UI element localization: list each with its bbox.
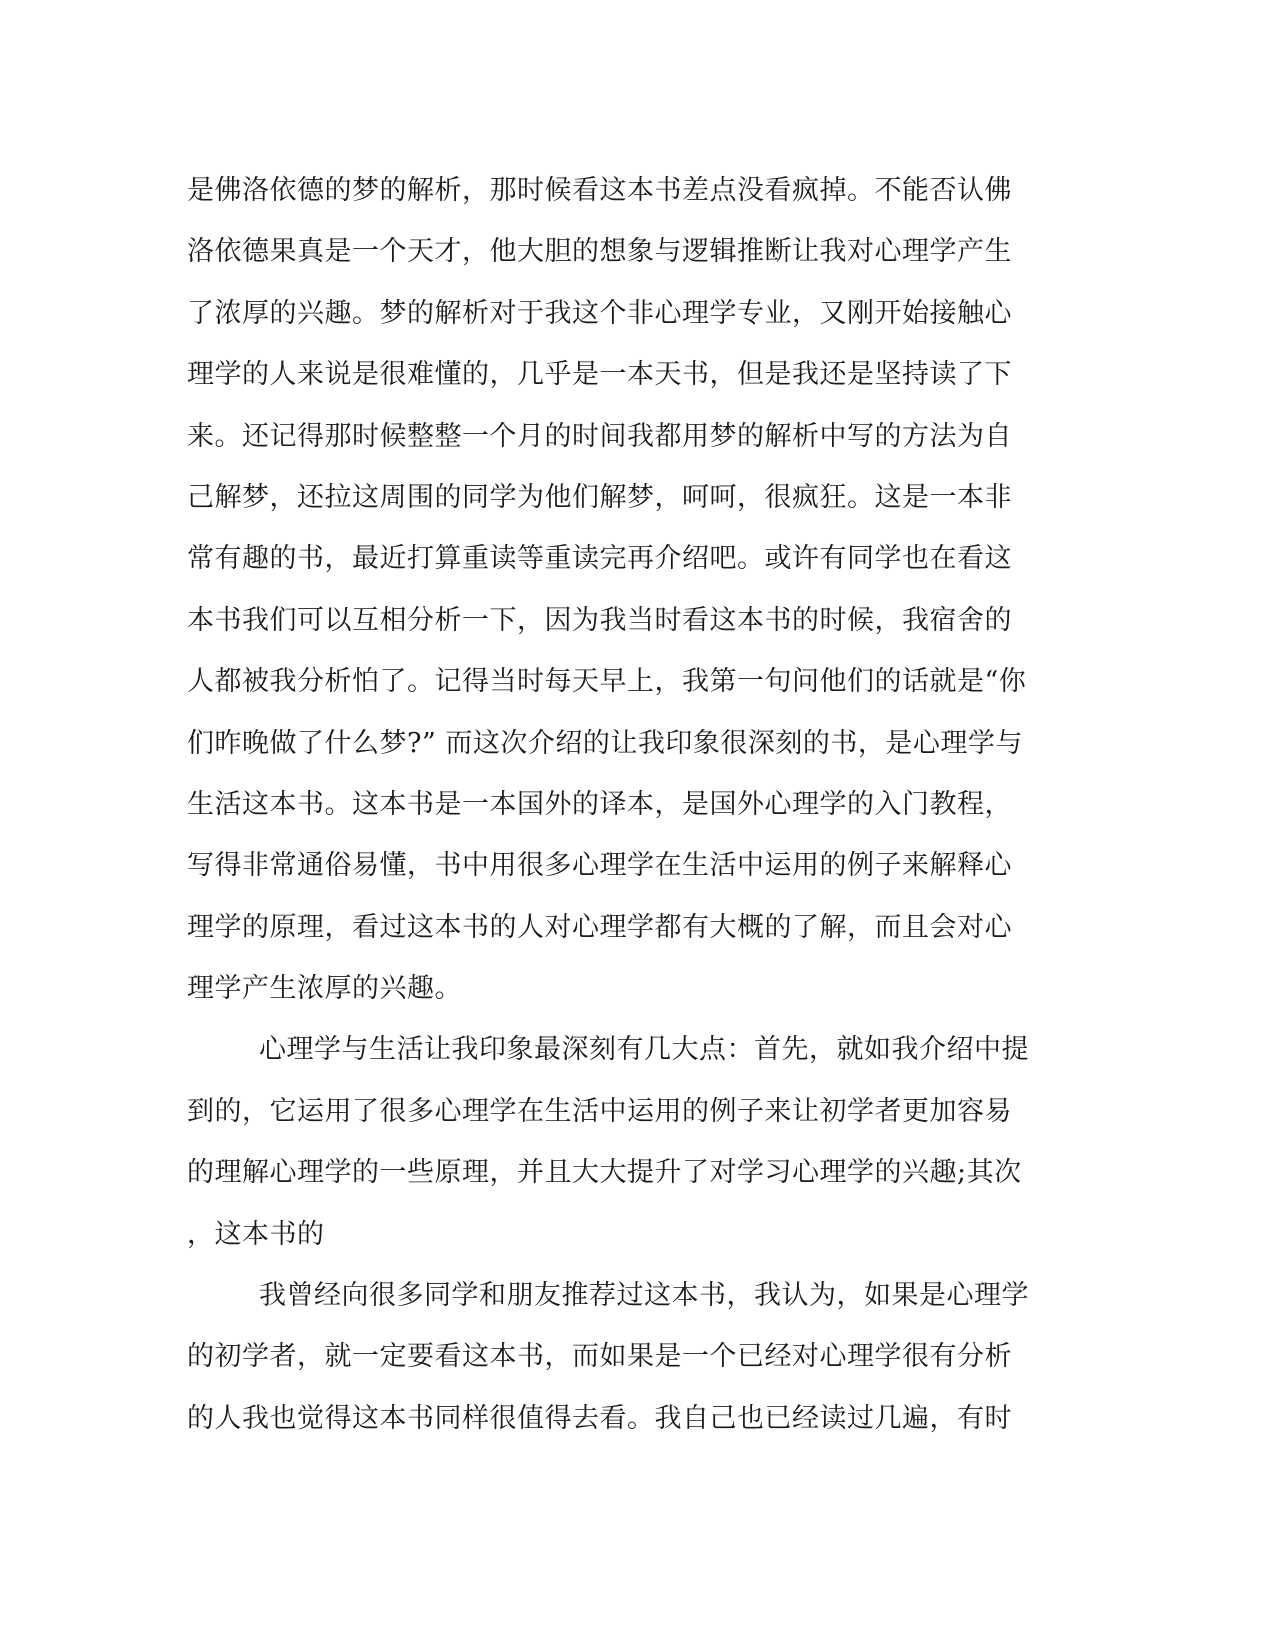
text-line: 了浓厚的兴趣。梦的解析对于我这个非心理学专业，又刚开始接触心 <box>187 297 1012 329</box>
text-line: 我曾经向很多同学和朋友推荐过这本书，我认为，如果是心理学 <box>259 1280 1029 1312</box>
text-line: 理学的原理，看过这本书的人对心理学都有大概的了解，而且会对心 <box>187 911 1012 943</box>
text-line: 常有趣的书，最近打算重读等重读完再介绍吧。或许有同学也在看这 <box>187 543 1012 575</box>
text-line: 人都被我分析怕了。记得当时每天早上，我第一句问他们的话就是“你 <box>187 666 1027 698</box>
paragraph-2 <box>187 1019 1057 1265</box>
text-line: 们昨晚做了什么梦?” 而这次介绍的让我印象很深刻的书，是心理学与 <box>187 727 1023 759</box>
text-line: 写得非常通俗易懂，书中用很多心理学在生活中运用的例子来解释心 <box>187 850 1012 882</box>
paragraph-3 <box>187 1265 1057 1449</box>
text-line: 心理学与生活让我印象最深刻有几大点：首先，就如我介绍中提 <box>259 1034 1029 1066</box>
text-line: 生活这本书。这本书是一本国外的译本，是国外心理学的入门教程， <box>187 788 1012 820</box>
text-line: 来。还记得那时候整整一个月的时间我都用梦的解析中写的方法为自 <box>187 420 1012 452</box>
text-line: 理学的人来说是很难懂的，几乎是一本天书，但是我还是坚持读了下 <box>187 359 1012 391</box>
body-text <box>187 160 1057 1449</box>
text-line: 是佛洛依德的梦的解析，那时候看这本书差点没看疯掉。不能否认佛 <box>187 175 1012 206</box>
text-line: ，这本书的 <box>187 1218 325 1250</box>
text-line: 本书我们可以互相分析一下，因为我当时看这本书的时候，我宿舍的 <box>187 604 1012 636</box>
text-line: 的初学者，就一定要看这本书，而如果是一个已经对心理学很有分析 <box>187 1341 1012 1373</box>
text-line: 理学产生浓厚的兴趣。 <box>187 973 462 1005</box>
text-line: 的理解心理学的一些原理，并且大大提升了对学习心理学的兴趣;其次 <box>187 1157 1022 1189</box>
text-line: 己解梦，还拉这周围的同学为他们解梦，呵呵，很疯狂。这是一本非 <box>187 481 1012 513</box>
text-line: 到的，它运用了很多心理学在生活中运用的例子来让初学者更加容易 <box>187 1095 1012 1127</box>
text-line: 的人我也觉得这本书同样很值得去看。我自己也已经读过几遍，有时 <box>187 1402 1012 1434</box>
text-line: 洛依德果真是一个天才，他大胆的想象与逻辑推断让我对心理学产生 <box>187 236 1012 268</box>
paragraph-1 <box>187 160 1057 1019</box>
